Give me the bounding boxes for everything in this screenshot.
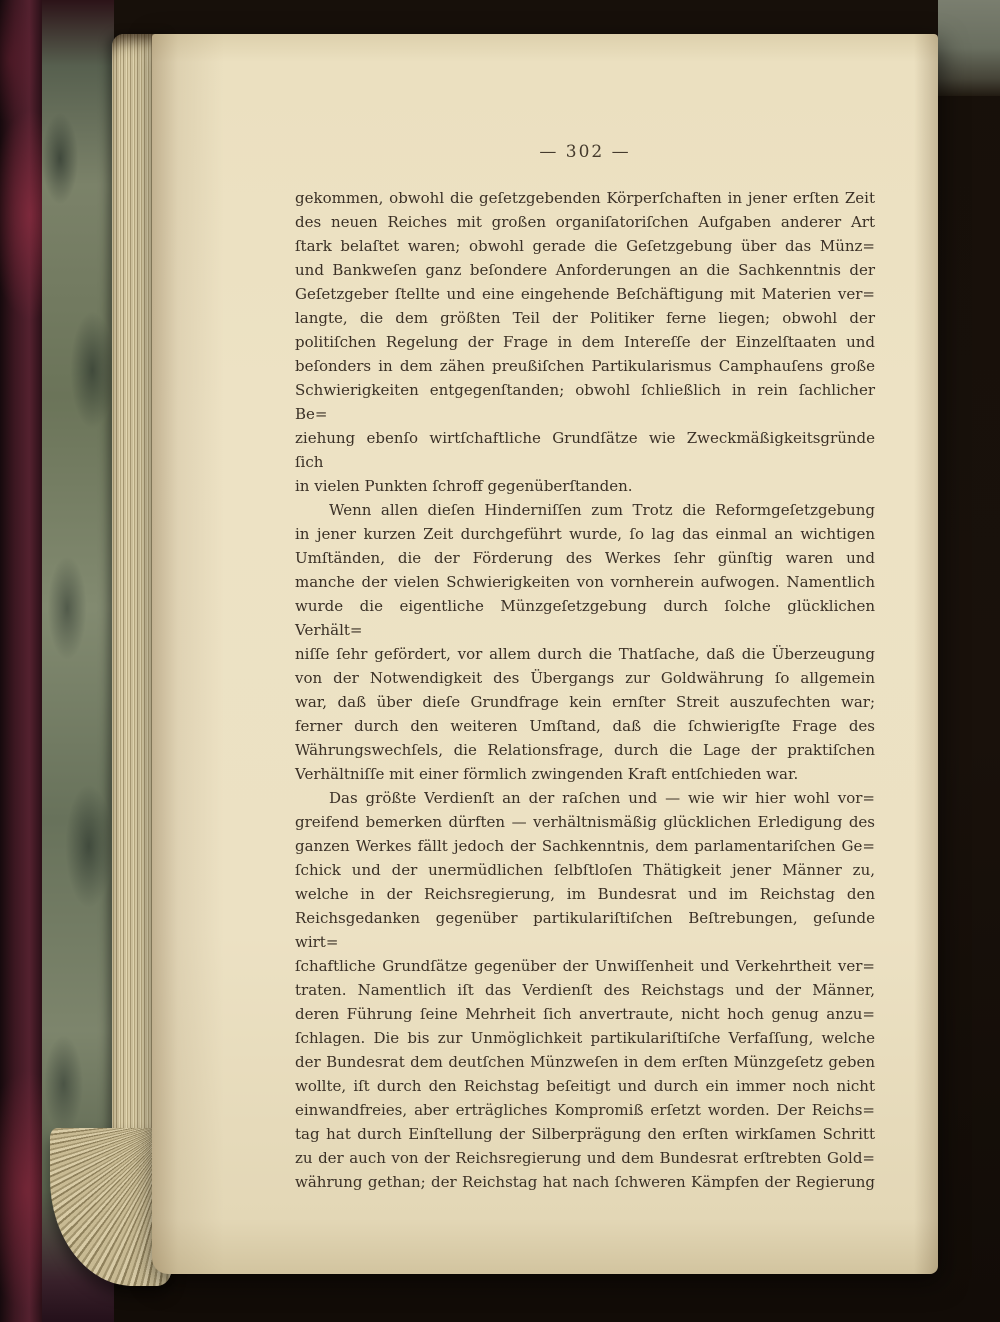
table-surface bbox=[938, 0, 1000, 96]
text-line: ferner durch den weiteren Umſtand, daß die ſchwierigſte Frage des bbox=[295, 717, 875, 735]
text-line: einwandfreies, aber erträgliches Kompromiß erſetzt worden. Der Reichs= bbox=[295, 1101, 875, 1119]
text-line: wurde die eigentliche Münzgeſetzgebung durch ſolche glücklichen Verhält= bbox=[295, 597, 875, 639]
text-line: ziehung ebenſo wirtſchaftliche Grundſätze wie Zweckmäßigkeitsgründe ſich bbox=[295, 429, 875, 471]
text-line: greifend bemerken dürften — verhältnismäßig glücklichen Erledigung des bbox=[295, 813, 875, 831]
text-line: der Bundesrat dem deutſchen Münzweſen in dem erſten Münzgeſetz geben bbox=[295, 1053, 875, 1071]
text-line: deren Führung ſeine Mehrheit ſich anvertraute, nicht hoch genug anzu= bbox=[295, 1005, 875, 1023]
text-line: manche der vielen Schwierigkeiten von vornherein aufwogen. Namentlich bbox=[295, 573, 875, 591]
text-line: traten. Namentlich iſt das Verdienſt des Reichstags und der Männer, bbox=[295, 981, 875, 999]
paragraph bbox=[295, 186, 875, 498]
text-line: von der Notwendigkeit des Übergangs zur Goldwährung ſo allgemein bbox=[295, 669, 875, 687]
text-line: ſchlagen. Die bis zur Unmöglichkeit partikulariſtiſche Verfaſſung, welche bbox=[295, 1029, 875, 1047]
text-line: tag hat durch Einſtellung der Silberprägung den erſten wirkſamen Schritt bbox=[295, 1125, 875, 1143]
text-line: langte, die dem größten Teil der Politiker ferne liegen; obwohl der bbox=[295, 309, 875, 327]
text-line: politiſchen Regelung der Frage in dem Intereſſe der Einzelſtaaten und bbox=[295, 333, 875, 351]
text-line: gekommen, obwohl die geſetzgebenden Körperſchaften in jener erſten Zeit bbox=[295, 189, 875, 207]
paragraph bbox=[295, 786, 875, 1194]
text-line: war, daß über dieſe Grundfrage kein ernſter Streit auszufechten war; bbox=[295, 693, 875, 711]
text-line: Das größte Verdienſt an der raſchen und — wie wir hier wohl vor= bbox=[329, 789, 875, 807]
text-line: Reichsgedanken gegenüber partikulariſtiſchen Beſtrebungen, geſunde wirt= bbox=[295, 909, 875, 951]
text-line: niſſe ſehr gefördert, vor allem durch die Thatſache, daß die Überzeugung bbox=[295, 645, 875, 663]
text-line: zu der auch von der Reichsregierung und dem Bundesrat erſtrebten Gold= bbox=[295, 1149, 875, 1167]
text-line: beſonders in dem zähen preußiſchen Partikularismus Camphauſens große bbox=[295, 357, 875, 375]
text-line: in jener kurzen Zeit durchgeführt wurde, ſo lag das einmal an wichtigen bbox=[295, 525, 875, 543]
text-line: Verhältniſſe mit einer förmlich zwingenden Kraft entſchieden war. bbox=[295, 765, 799, 783]
book-spine-leather bbox=[0, 0, 42, 1322]
text-line: ſtark belaſtet waren; obwohl gerade die Geſetzgebung über das Münz= bbox=[295, 237, 875, 255]
marbled-board bbox=[42, 0, 114, 1322]
text-line: Wenn allen dieſen Hinderniſſen zum Trotz die Reformgeſetzgebung bbox=[329, 501, 875, 519]
text-line: Geſetzgeber ſtellte und eine eingehende Beſchäftigung mit Materien ver= bbox=[295, 285, 875, 303]
paragraph bbox=[295, 498, 875, 786]
text-line: und Bankweſen ganz beſondere Anforderungen an die Sachkenntnis der bbox=[295, 261, 875, 279]
text-line: Währungswechſels, die Relationsfrage, durch die Lage der praktiſchen bbox=[295, 741, 875, 759]
book-page bbox=[152, 34, 938, 1274]
text-line: ſchick und der unermüdlichen ſelbſtloſen Thätigkeit jener Männer zu, bbox=[295, 861, 875, 879]
text-line: in vielen Punkten ſchroff gegenüberſtanden. bbox=[295, 477, 633, 495]
text-line: währung gethan; der Reichstag hat nach ſchweren Kämpfen der Regierung bbox=[295, 1173, 875, 1191]
text-line: wollte, iſt durch den Reichstag beſeitigt und durch ein immer noch nicht bbox=[295, 1077, 875, 1095]
text-line: welche in der Reichsregierung, im Bundesrat und im Reichstag den bbox=[295, 885, 875, 903]
page-number: — 302 — bbox=[539, 142, 631, 162]
text-line: ganzen Werkes fällt jedoch der Sachkenntnis, dem parlamentariſchen Ge= bbox=[295, 837, 875, 855]
text-line: Umſtänden, die der Förderung des Werkes ſehr günſtig waren und bbox=[295, 549, 875, 567]
text-line: Schwierigkeiten entgegenſtanden; obwohl ſchließlich in rein ſachlicher Be= bbox=[295, 381, 875, 423]
text-line: ſchaftliche Grundſätze gegenüber der Unwiſſenheit und Verkehrtheit ver= bbox=[295, 957, 875, 975]
text-block bbox=[295, 186, 875, 1194]
text-line: des neuen Reiches mit großen organiſatoriſchen Aufgaben anderer Art bbox=[295, 213, 875, 231]
